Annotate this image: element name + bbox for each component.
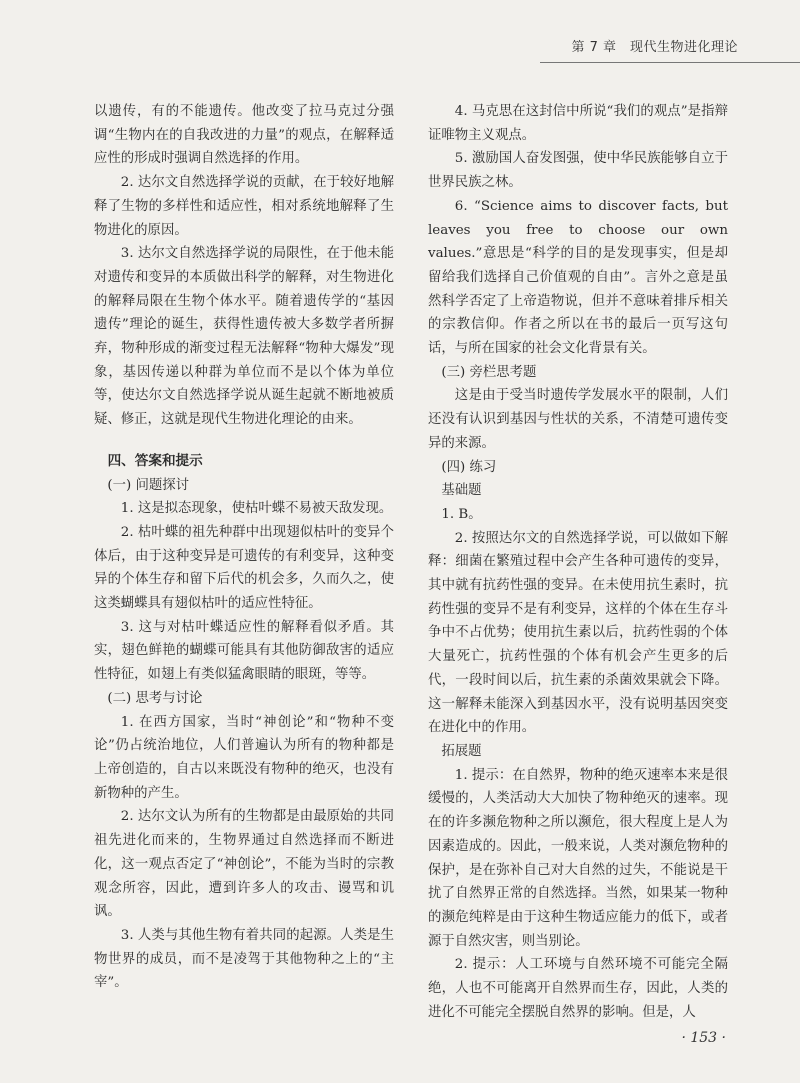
- answer-item: 4. 马克思在这封信中所说“我们的观点”是指辩证唯物主义观点。: [428, 104, 728, 143]
- paragraph: 2. 达尔文自然选择学说的贡献，在于较好地解释了生物的多样性和适应性，相对系统地解释了生物进化的原因。: [94, 175, 394, 238]
- answer-item: 1. 这是拟态现象，使枯叶蝶不易被天敌发现。: [120, 501, 393, 517]
- page-header: [0, 0, 800, 70]
- answer-item: 1. 在西方国家，当时“神创论”和“物种不变论”仍占统治地位，人们普遍认为所有的物种都是上帝创造的，自古以来既没有物种的绝灭，也没有新物种的产生。: [94, 714, 394, 801]
- answer-item: 2. 达尔文认为所有的生物都是由最原始的共同祖先进化而来的，生物界通过自然选择而不断进化，这一观点否定了“神创论”，不能为当时的宗教观念所容，因此，遭到许多人的攻击、谩骂和讥讽。: [94, 809, 394, 920]
- answer-item: 这是由于受当时遗传学发展水平的限制，人们还没有认识到基因与性状的关系，不清楚可遗传变异的来源。: [428, 388, 728, 451]
- answer-item: 3. 这与对枯叶蝶适应性的解释看似矛盾。其实，翅色鲜艳的蝴蝶可能具有其他防御敌害的适应性特征，如翅上有类似猛禽眼睛的眼斑，等等。: [94, 619, 394, 683]
- answer-item: 2. 提示：人工环境与自然环境不可能完全隔绝，人也不可能离开自然界而生存，因此，人类的进化不可能完全摆脱自然界的影响。但是，人: [428, 957, 728, 1020]
- subsection-heading: (三) 旁栏思考题: [441, 364, 537, 380]
- answer-item: 1. B。: [441, 506, 482, 522]
- answer-item: 6. “Science aims to discover facts, but leaves you free to choose our own values.”意思是“科学的目的是发现事实，但是却留给我们选择自己价值观的自由”。言外之意是虽然科学否定了上帝造物说，但并不意味着排斥相关的宗教信仰。作者之所以在书的最后一页写这句话，与所在国家的社会文化背景有关。: [428, 198, 728, 357]
- header-rule: [540, 62, 800, 63]
- paragraph: 3. 达尔文自然选择学说的局限性，在于他未能对遗传和变异的本质做出科学的解释，对生物进化的解释局限在生物个体水平。随着遗传学的“基因遗传”理论的诞生，获得性遗传被大多数学者所摒弃，物种形成的渐变过程无法解释“物种大爆发”现象，基因传递以种群为单位而不是以个体为单位等，使达尔文自然选择学说从诞生起就不断地被质疑、修正，这就是现代生物进化理论的由来。: [94, 246, 394, 428]
- answer-item: 1. 提示：在自然界，物种的绝灭速率本来是很缓慢的，人类活动大大加快了物种绝灭的速率。现在的许多濒危物种之所以濒危，很大程度上是人为因素造成的。因此，一般来说，人类对濒危物种的保护，是在弥补自己对大自然的过失，不能说是干扰了自然界正常的自然选择。当然，如果某一物种的濒危纯粹是由于这种生物适应能力的低下，或者源于自然灾害，则当别论。: [428, 767, 728, 949]
- chapter-title: 第 7 章 现代生物进化理论: [571, 40, 738, 55]
- answer-item: 2. 按照达尔文的自然选择学说，可以做如下解释：细菌在繁殖过程中会产生各种可遗传的变异，其中就有抗药性强的变异。在未使用抗生素时，抗药性强的变异不是有利变异，这样的个体在生存斗争中不占优势；使用抗生素以后，抗药性弱的个体大量死亡，抗药性强的个体有机会产生更多的后代，一段时间以后，抗生素的杀菌效果就会下降。这一解释未能深入到基因水平，没有说明基因突变在进化中的作用。: [428, 530, 728, 736]
- exercise-label: 基础题: [441, 483, 482, 499]
- paragraph: 以遗传，有的不能遗传。他改变了拉马克过分强调“生物内在的自我改进的力量”的观点，在解释适应性的形成时强调自然选择的作用。: [94, 104, 394, 167]
- answer-item: 3. 人类与其他生物有着共同的起源。人类是生物世界的成员，而不是凌驾于其他物种之上的“主宰”。: [94, 927, 394, 991]
- subsection-heading: (四) 练习: [441, 459, 497, 475]
- section-heading: 四、答案和提示: [107, 452, 203, 469]
- left-column: [94, 100, 394, 995]
- subsection-heading: (一) 问题探讨: [107, 477, 190, 493]
- answer-item: 2. 枯叶蝶的祖先种群中出现翅似枯叶的变异个体后，由于这种变异是可遗传的有利变异，这种变异的个体生存和留下后代的机会多，久而久之，使这类蝴蝶具有翅似枯叶的适应性特征。: [94, 524, 394, 612]
- answer-item: 5. 激励国人奋发图强，使中华民族能够自立于世界民族之林。: [428, 151, 728, 191]
- page-number: · 153 ·: [681, 1030, 726, 1046]
- right-column: [428, 100, 728, 1024]
- exercise-label: 拓展题: [441, 743, 482, 759]
- subsection-heading: (二) 思考与讨论: [107, 690, 203, 706]
